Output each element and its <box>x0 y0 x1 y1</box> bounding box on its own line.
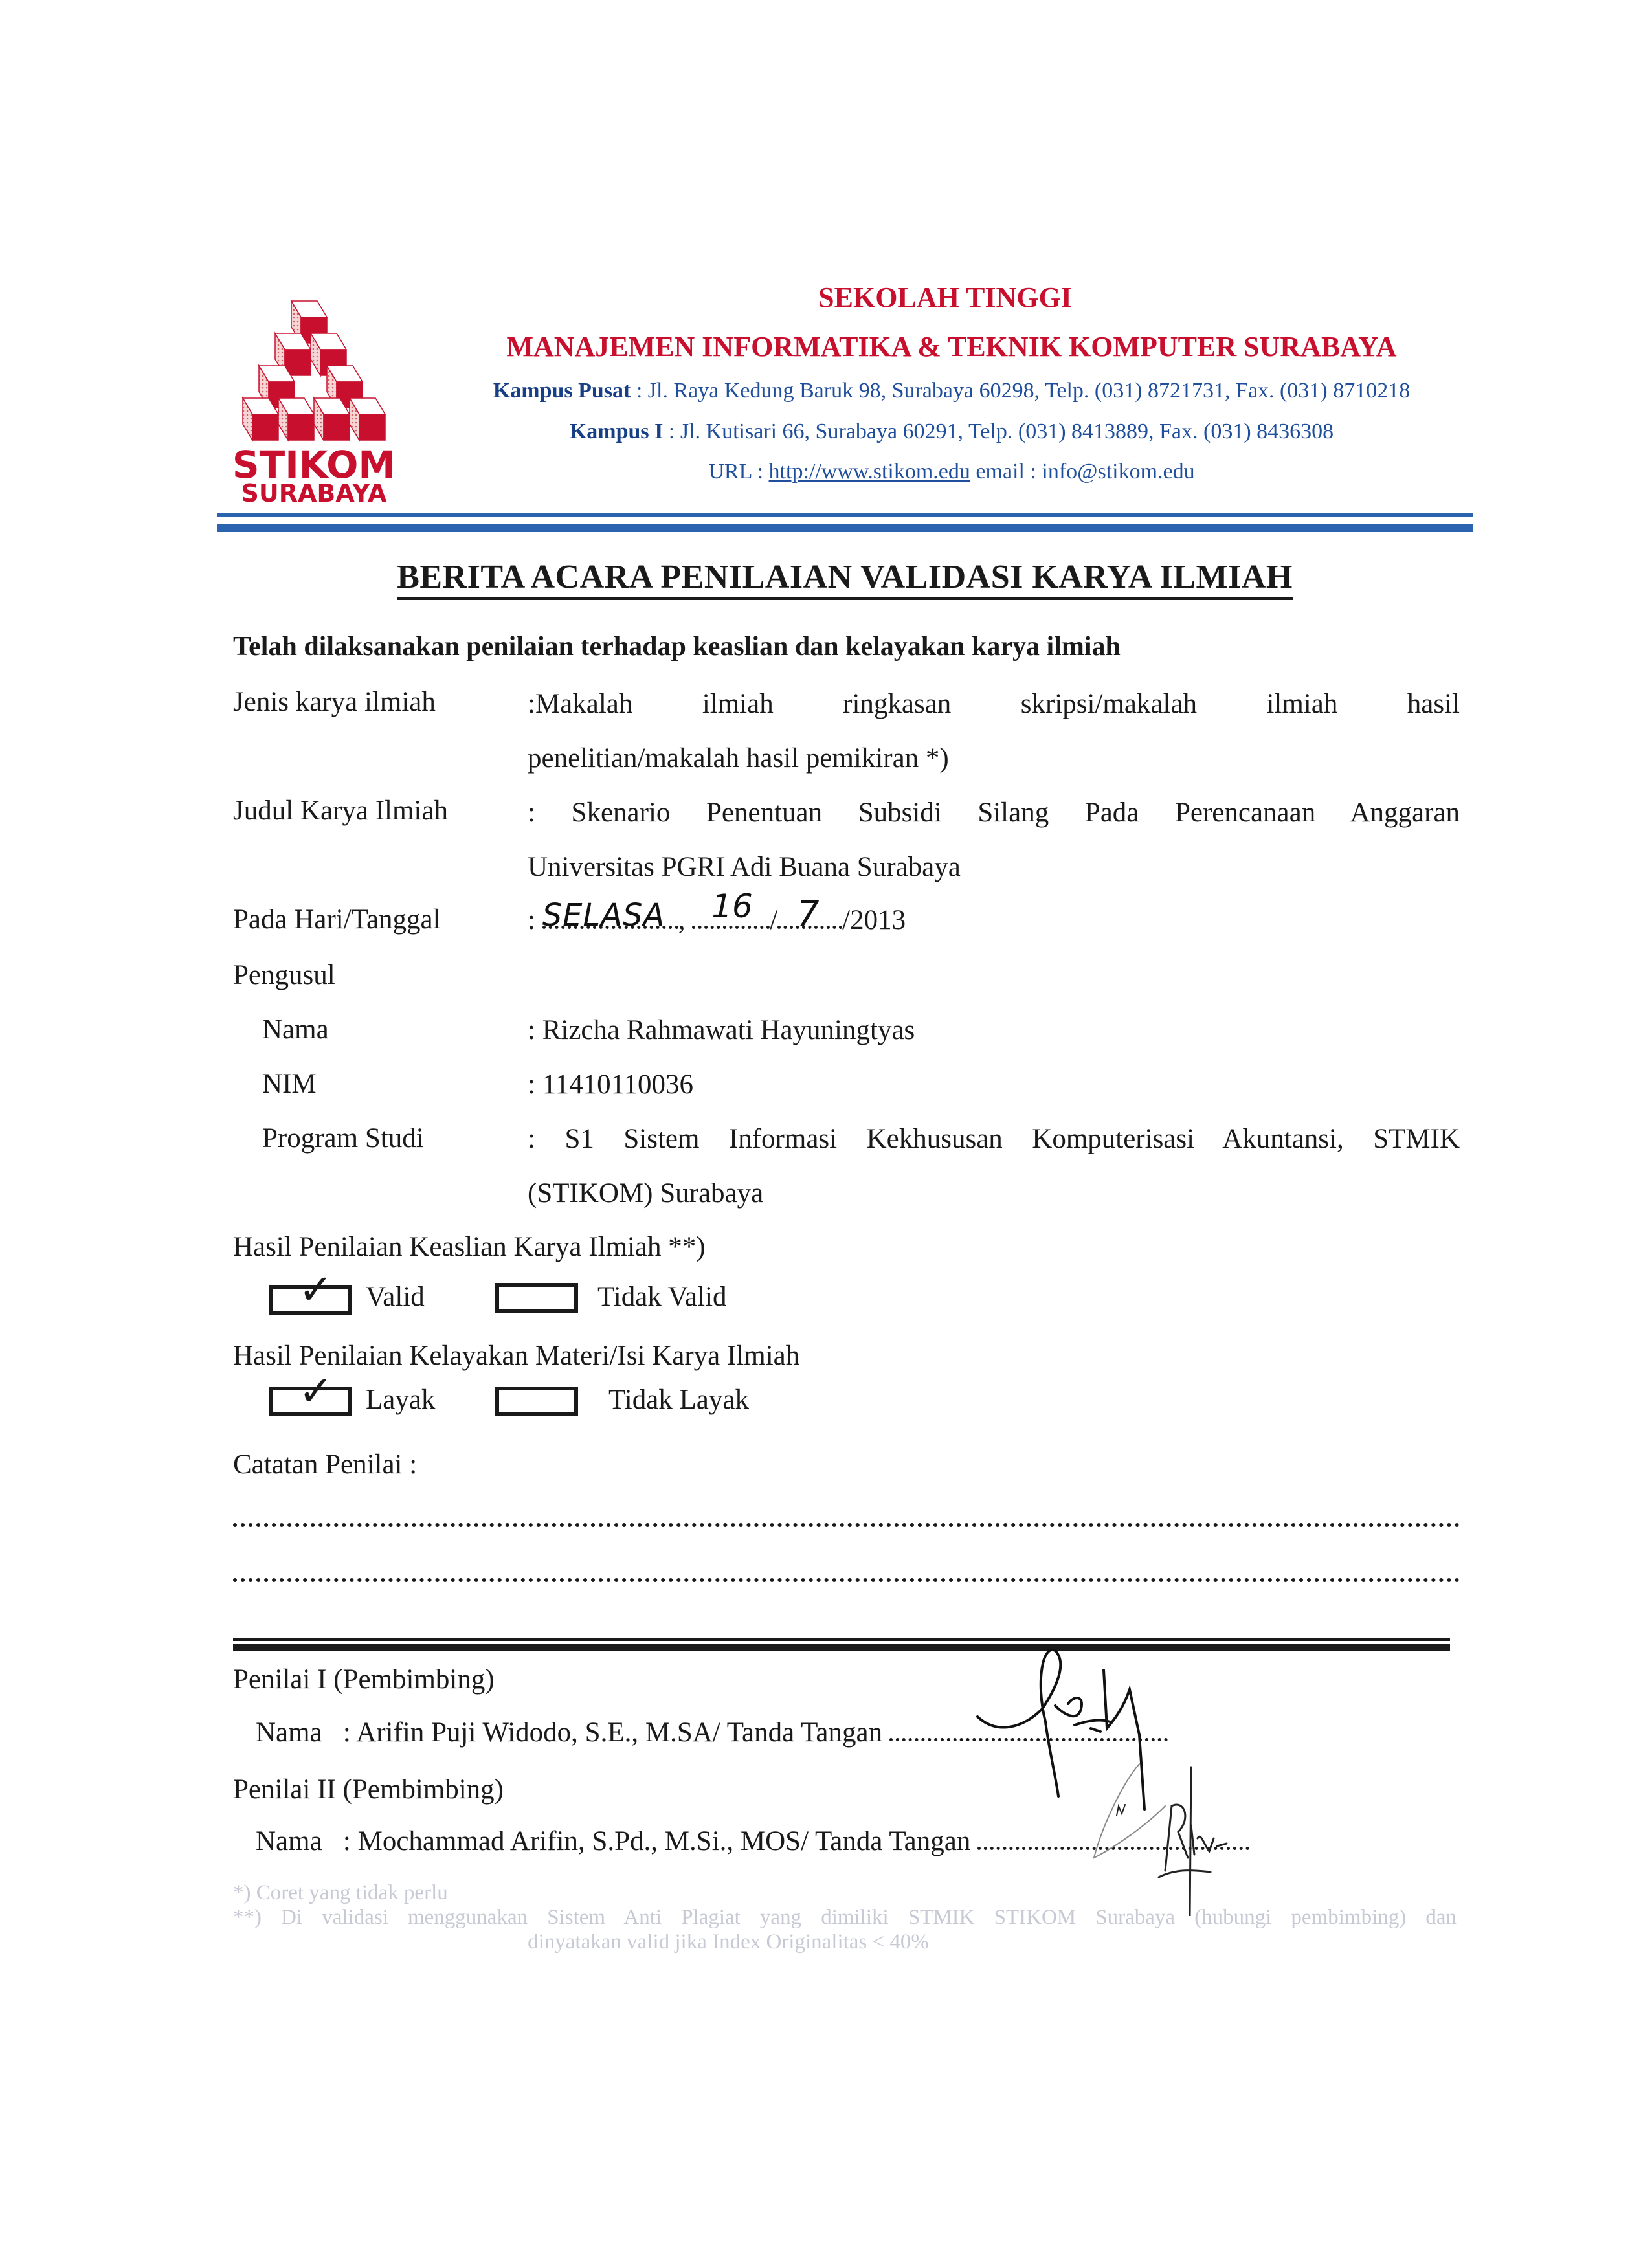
kampus-pusat-label: Kampus Pusat <box>493 379 631 403</box>
header-divider-thick <box>217 524 1473 532</box>
section-divider-thin <box>233 1638 1450 1641</box>
prodi-label: Program Studi <box>262 1123 424 1154</box>
logo-text-stikom: STIKOM <box>232 443 396 487</box>
tanggal-month-handwritten: 7 <box>797 893 820 934</box>
checkbox-layak[interactable] <box>269 1368 352 1416</box>
keaslian-options <box>269 1266 787 1324</box>
penilai-2-heading: Penilai II (Pembimbing) <box>233 1774 504 1805</box>
tanggal-day-field[interactable] <box>542 897 678 933</box>
option-layak-label: Layak <box>366 1385 436 1415</box>
checkbox-tidak-layak[interactable] <box>495 1387 578 1416</box>
footnote-2-continued: dinyatakan valid jika Index Originalitas < 40% <box>528 1930 929 1954</box>
penilai-1-signature-icon <box>977 1650 1144 1809</box>
email-text: email : info@stikom.edu <box>970 460 1195 484</box>
penilai-2-nama: Nama : Mochammad Arifin, S.Pd., M.Si., MOS/ Tanda Tangan <box>256 1826 971 1856</box>
kampus-1-text: : Jl. Kutisari 66, Surabaya 60291, Telp. (031) 8413889, Fax. (031) 8436308 <box>663 419 1334 443</box>
prodi-value-line2: (STIKOM) Surabaya <box>528 1178 764 1209</box>
contact-line <box>447 460 1457 484</box>
kampus-pusat-text: : Jl. Raya Kedung Baruk 98, Surabaya 60298, Telp. (031) 8721731, Fax. (031) 8710218 <box>631 379 1411 403</box>
checkbox-tidak-valid[interactable] <box>495 1283 578 1313</box>
nim-value: : 11410110036 <box>528 1069 694 1100</box>
penilai-1-nama: Nama : Arifin Puji Widodo, S.E., M.SA/ Tanda Tangan <box>256 1717 883 1748</box>
prodi-value-line1: : S1 Sistem Informasi Kekhususan Komputerisasi Akuntansi, STMIK <box>528 1124 1460 1154</box>
website-link[interactable]: http://www.stikom.edu <box>768 460 970 484</box>
nama-value: : Rizcha Rahmawati Hayuningtyas <box>528 1015 915 1045</box>
tanggal-label: Pada Hari/Tanggal <box>233 904 441 935</box>
header-divider-thin <box>217 513 1473 517</box>
jenis-value-line1: :Makalah ilmiah ringkasan skripsi/makalah ilmiah hasil <box>528 689 1460 719</box>
checkbox-valid[interactable] <box>269 1266 352 1315</box>
logo-cubes-icon <box>230 285 405 505</box>
tanggal-day-handwritten: SELASA <box>542 897 665 933</box>
kampus-1-address <box>447 419 1457 444</box>
footnote-1: *) Coret yang tidak perlu <box>233 1881 448 1904</box>
kampus-1-label: Kampus I <box>569 419 664 443</box>
jenis-value-line2: penelitian/makalah hasil pemikiran *) <box>528 743 949 774</box>
footnote-2: **) Di validasi menggunakan Sistem Anti Plagiat yang dimiliki STMIK STIKOM Surabaya (hubungi pembimbing) dan <box>233 1906 1457 1929</box>
penilai-1-heading: Penilai I (Pembimbing) <box>233 1664 495 1695</box>
kampus-pusat-address <box>447 379 1457 403</box>
catatan-label: Catatan Penilai : <box>233 1449 418 1480</box>
tanggal-date-handwritten: 16 <box>711 887 753 925</box>
checkmark-icon: ✓ <box>298 1368 333 1416</box>
jenis-label: Jenis karya ilmiah <box>233 687 436 717</box>
option-tidak-layak-label: Tidak Layak <box>608 1385 749 1415</box>
url-label: URL : <box>708 460 769 484</box>
intro-statement: Telah dilaksanakan penilaian terhadap keaslian dan kelayakan karya ilmiah <box>233 632 1121 662</box>
footnotes <box>233 1880 1457 1954</box>
catatan-line-2[interactable] <box>233 1573 1460 1582</box>
option-tidak-valid-label: Tidak Valid <box>597 1282 727 1312</box>
pengusul-label: Pengusul <box>233 960 335 990</box>
judul-label: Judul Karya Ilmiah <box>233 796 448 826</box>
institution-line2: MANAJEMEN INFORMATIKA & TEKNIK KOMPUTER SURABAYA <box>506 331 1397 362</box>
tanggal-month-field[interactable] <box>777 893 842 934</box>
option-valid-label: Valid <box>366 1282 425 1312</box>
judul-value-line2: Universitas PGRI Adi Buana Surabaya <box>528 852 961 882</box>
nim-label: NIM <box>262 1069 317 1099</box>
tanggal-year: 2013 <box>850 905 906 935</box>
kelayakan-options <box>269 1368 787 1425</box>
signatures-overlay <box>971 1644 1372 1916</box>
judul-value-line1: : Skenario Penentuan Subsidi Silang Pada Perencanaan Anggaran <box>528 797 1460 828</box>
catatan-line-1[interactable] <box>233 1518 1460 1527</box>
logo-text-surabaya: SURABAYA <box>241 479 387 505</box>
tanggal-date-field[interactable] <box>692 887 770 929</box>
checkmark-icon: ✓ <box>298 1266 333 1314</box>
keaslian-label: Hasil Penilaian Keaslian Karya Ilmiah **) <box>233 1232 706 1262</box>
nama-label: Nama <box>262 1014 329 1045</box>
document-title: BERITA ACARA PENILAIAN VALIDASI KARYA ILMIAH <box>353 558 1337 596</box>
stikom-logo <box>230 285 405 505</box>
tanggal-value: : SELASA , 16 / 7 /2013 <box>528 893 1460 948</box>
institution-line1: SEKOLAH TINGGI <box>818 282 1072 313</box>
kelayakan-label: Hasil Penilaian Kelayakan Materi/Isi Karya Ilmiah <box>233 1341 800 1371</box>
